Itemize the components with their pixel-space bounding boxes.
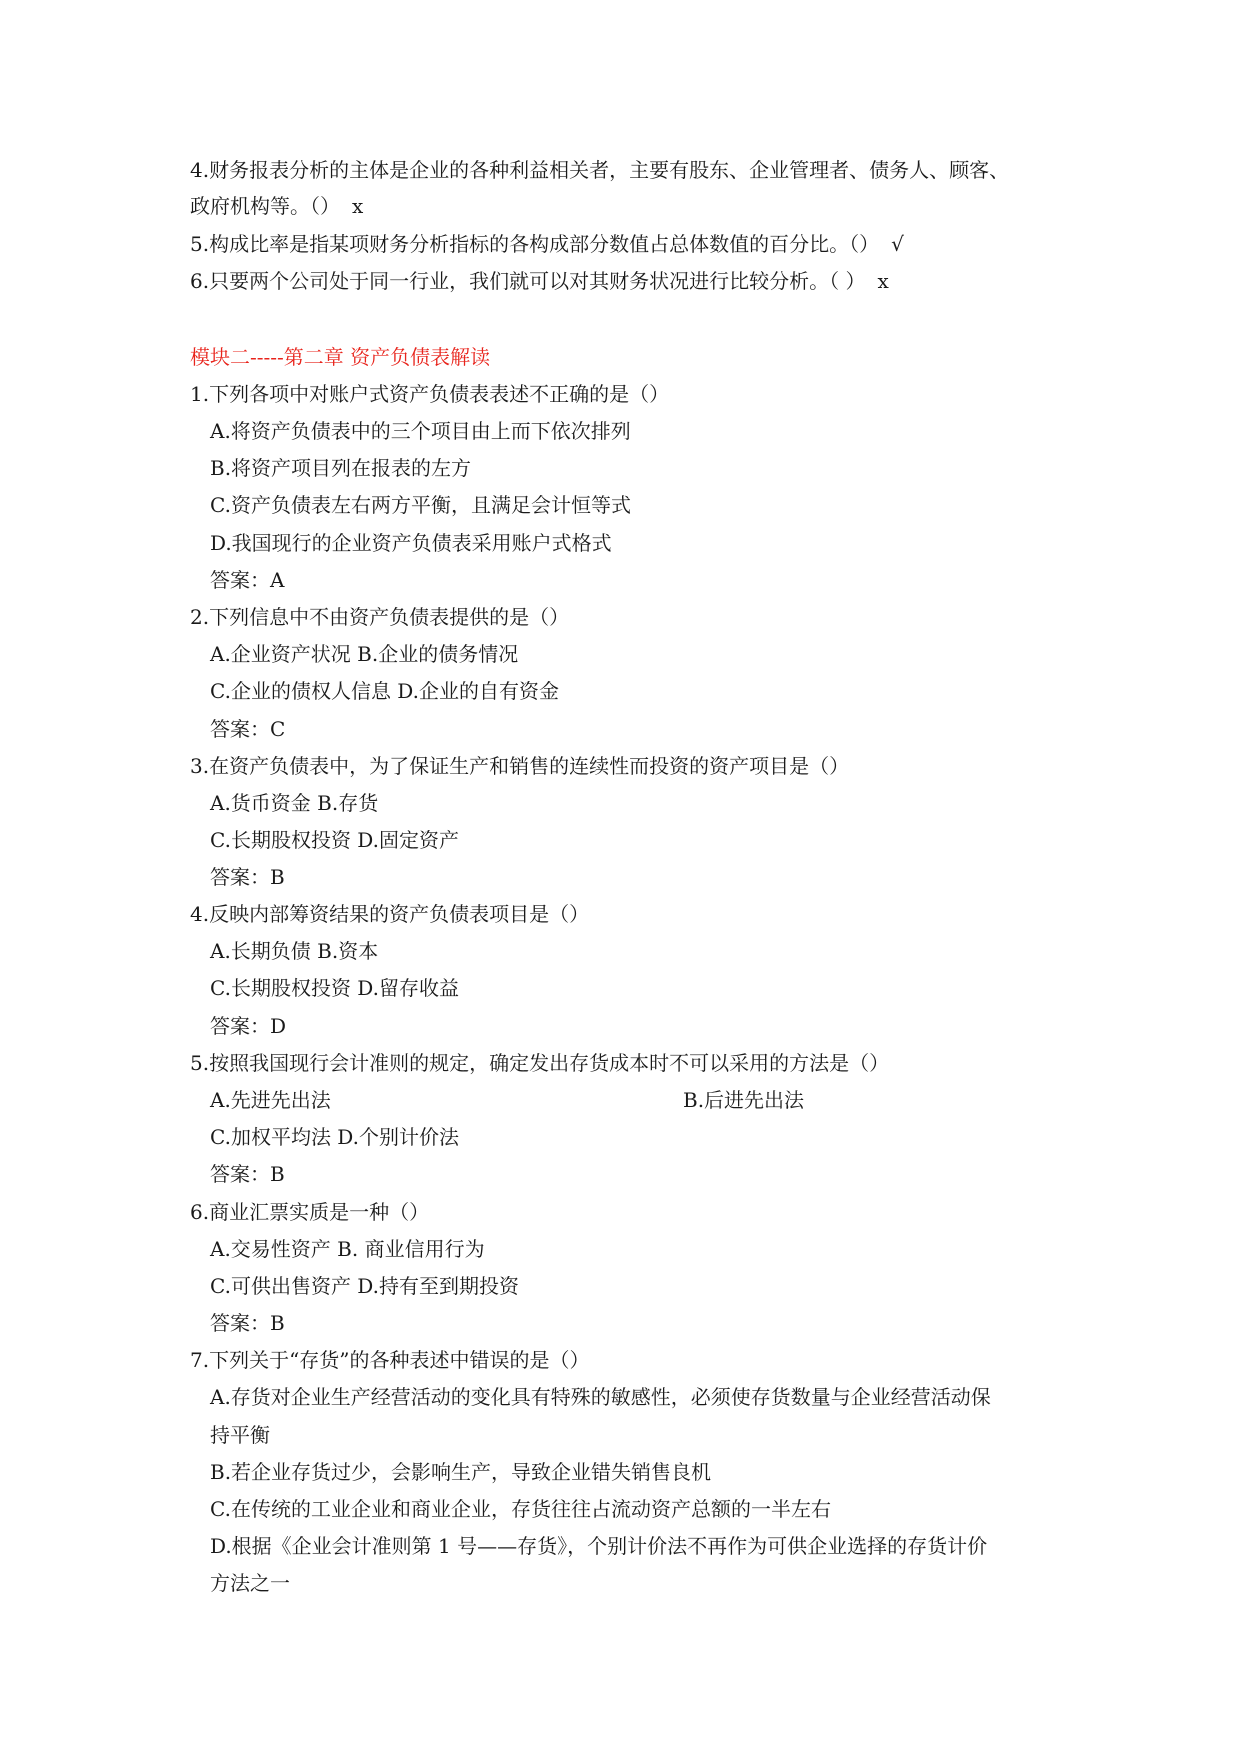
question-option: C.资产负债表左右两方平衡，且满足会计恒等式 <box>210 493 631 517</box>
question-stem: 6.商业汇票实质是一种（） <box>190 1200 430 1224</box>
judgement-text: 5.构成比率是指某项财务分析指标的各构成部分数值占总体数值的百分比。（） <box>190 232 880 256</box>
question-option: A.货币资金 B.存货 <box>210 791 379 815</box>
question-option: C.长期股权投资 D.固定资产 <box>210 828 459 852</box>
question-option: A.先进先出法 <box>210 1088 331 1112</box>
question-option: A.交易性资产 B. 商业信用行为 <box>210 1237 485 1261</box>
question-option-cont: 方法之一 <box>210 1571 290 1595</box>
question-stem: 3.在资产负债表中，为了保证生产和销售的连续性而投资的资产项目是（） <box>190 754 850 778</box>
judgement-answer-mark: x <box>877 269 889 293</box>
question-option: C.可供出售资产 D.持有至到期投资 <box>210 1274 519 1298</box>
question-option: B.将资产项目列在报表的左方 <box>210 456 472 480</box>
question-option-cont: 持平衡 <box>210 1423 270 1447</box>
question-option: D.根据《企业会计准则第 1 号——存货》，个别计价法不再作为可供企业选择的存货计价 <box>210 1534 988 1558</box>
question-stem: 2.下列信息中不由资产负债表提供的是（） <box>190 605 570 629</box>
judgement-item-6 <box>190 266 889 296</box>
question-option: B.后进先出法 <box>683 1088 805 1112</box>
judgement-text: 政府机构等。（） <box>190 194 340 218</box>
question-option: A.将资产负债表中的三个项目由上而下依次排列 <box>210 419 631 443</box>
question-option: A.企业资产状况 B.企业的债务情况 <box>210 642 519 666</box>
judgement-answer-mark: x <box>352 194 364 218</box>
question-answer: 答案：B <box>210 865 285 889</box>
question-answer: 答案：B <box>210 1311 285 1335</box>
question-stem: 4.反映内部筹资结果的资产负债表项目是（） <box>190 902 590 926</box>
judgement-item-4-cont <box>190 191 363 221</box>
question-option: A.存货对企业生产经营活动的变化具有特殊的敏感性，必须使存货数量与企业经营活动保 <box>210 1385 991 1409</box>
question-stem: 1.下列各项中对账户式资产负债表表述不正确的是（） <box>190 382 670 406</box>
judgement-text: 4.财务报表分析的主体是企业的各种利益相关者，主要有股东、企业管理者、债务人、顾客、 <box>190 158 1010 182</box>
judgement-item-4 <box>190 155 1009 185</box>
judgement-item-5 <box>190 229 904 259</box>
judgement-text: 6.只要两个公司处于同一行业，我们就可以对其财务状况进行比较分析。（ ） <box>190 269 866 293</box>
question-option: C.在传统的工业企业和商业企业，存货往往占流动资产总额的一半左右 <box>210 1497 831 1521</box>
question-answer: 答案：B <box>210 1162 285 1186</box>
question-answer: 答案：D <box>210 1014 287 1038</box>
question-stem: 5.按照我国现行会计准则的规定，确定发出存货成本时不可以采用的方法是（） <box>190 1051 890 1075</box>
section-title: 模块二-----第二章 资产负债表解读 <box>190 345 491 369</box>
question-option: D.我国现行的企业资产负债表采用账户式格式 <box>210 531 612 555</box>
question-option: B.若企业存货过少，会影响生产，导致企业错失销售良机 <box>210 1460 712 1484</box>
question-answer: 答案：C <box>210 717 286 741</box>
question-option: C.企业的债权人信息 D.企业的自有资金 <box>210 679 559 703</box>
question-option: A.长期负债 B.资本 <box>210 939 379 963</box>
question-option: C.加权平均法 D.个别计价法 <box>210 1125 459 1149</box>
question-option: C.长期股权投资 D.留存收益 <box>210 976 459 1000</box>
judgement-answer-mark: √ <box>891 232 904 256</box>
question-answer: 答案：A <box>210 568 285 592</box>
question-stem: 7.下列关于“存货”的各种表述中错误的是（） <box>190 1348 590 1372</box>
